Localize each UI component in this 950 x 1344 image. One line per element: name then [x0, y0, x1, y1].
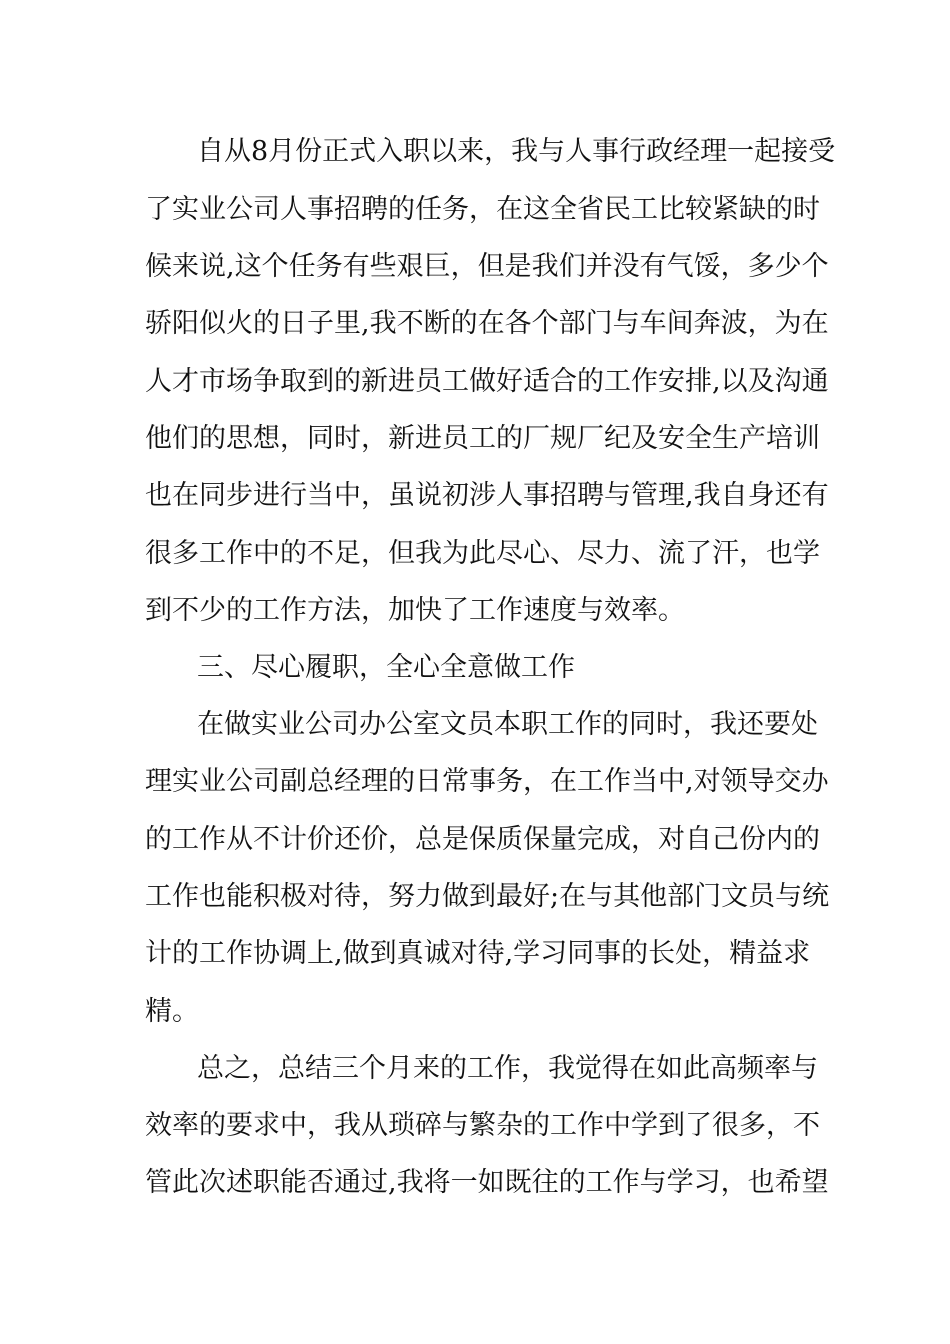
line-text: 人才市场争取到的新进员工做好适合的工作安排,以及沟通 [145, 366, 829, 397]
line-text: 管此次述职能否通过,我将一如既往的工作与学习，也希望 [145, 1167, 829, 1198]
line-text: 自从8月份正式入职以来，我与人事行政经理一起接受 [197, 136, 836, 167]
text-line [0, 877, 950, 917]
text-line [0, 132, 950, 172]
line-text: 在做实业公司办公室文员本职工作的同时，我还要处 [197, 709, 818, 740]
line-text: 理实业公司副总经理的日常事务，在工作当中,对领导交办 [145, 766, 829, 797]
line-text: 很多工作中的不足，但我为此尽心、尽力、流了汗，也学 [145, 538, 820, 569]
section-heading [0, 648, 950, 688]
text-line [0, 534, 950, 574]
text-line [0, 362, 950, 402]
text-line [0, 992, 950, 1032]
text-line [0, 190, 950, 230]
line-text: 精。 [145, 996, 199, 1027]
line-text: 总之，总结三个月来的工作，我觉得在如此高频率与 [197, 1053, 818, 1084]
line-text: 骄阳似火的日子里,我不断的在各个部门与车间奔波，为在 [145, 308, 829, 339]
line-text: 的工作从不计价还价，总是保质保量完成，对自己份内的 [145, 824, 820, 855]
text-line [0, 247, 950, 287]
text-line [0, 1163, 950, 1203]
line-text: 了实业公司人事招聘的任务，在这全省民工比较紧缺的时 [145, 194, 820, 225]
text-line [0, 419, 950, 459]
text-line [0, 1106, 950, 1146]
line-text: 他们的思想，同时，新进员工的厂规厂纪及安全生产培训 [145, 423, 820, 454]
line-text: 效率的要求中，我从琐碎与繁杂的工作中学到了很多，不 [145, 1110, 820, 1141]
line-text: 计的工作协调上,做到真诚对待,学习同事的长处，精益求 [145, 938, 811, 969]
text-line [0, 705, 950, 745]
text-line [0, 1049, 950, 1089]
line-text: 候来说,这个任务有些艰巨，但是我们并没有气馁，多少个 [145, 251, 829, 282]
line-text: 到不少的工作方法，加快了工作速度与效率。 [145, 595, 685, 626]
text-line [0, 820, 950, 860]
text-line [0, 304, 950, 344]
line-text: 也在同步进行当中，虽说初涉人事招聘与管理,我自身还有 [145, 480, 829, 511]
text-line [0, 934, 950, 974]
text-line [0, 591, 950, 631]
text-line [0, 762, 950, 802]
section-heading-text: 三、尽心履职，全心全意做工作 [197, 652, 575, 683]
line-text: 工作也能积极对待，努力做到最好;在与其他部门文员与统 [145, 881, 830, 912]
text-line [0, 476, 950, 516]
